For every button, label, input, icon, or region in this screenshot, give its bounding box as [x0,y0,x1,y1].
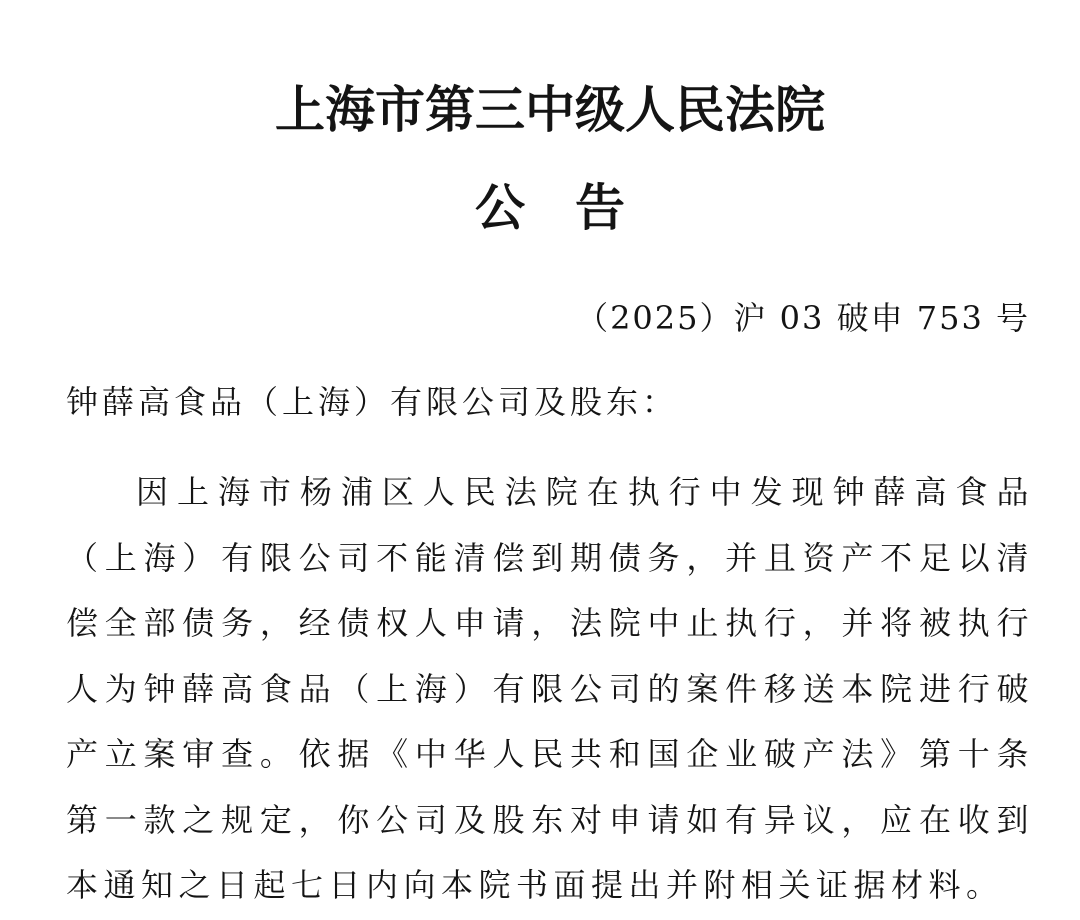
document-type-heading: 公 告 [475,178,625,237]
case-number: （2025）沪 03 破申 753 号 [576,299,1030,337]
addressee-line: 钟薛高食品（上海）有限公司及股东： [66,383,679,421]
announcement-body-paragraph: 因上海市杨浦区人民法院在执行中发现钟薛高食品（上海）有限公司不能清偿到期债务，并且资产不足以清偿全部债务，经债权人申请，法院中止执行，并将被执行人为钟薛高食品（上海）有限公司的案件移送本院进行破产立案审查。依据《中华人民共和国企业破产法》第十条第一款之规定，你公司及股东对申请如有异议，应在收到本通知之日起七日内向本院书面提出并附相关证据材料。 [66,473,1034,904]
court-name-heading: 上海市第三中级人民法院 [275,80,825,139]
